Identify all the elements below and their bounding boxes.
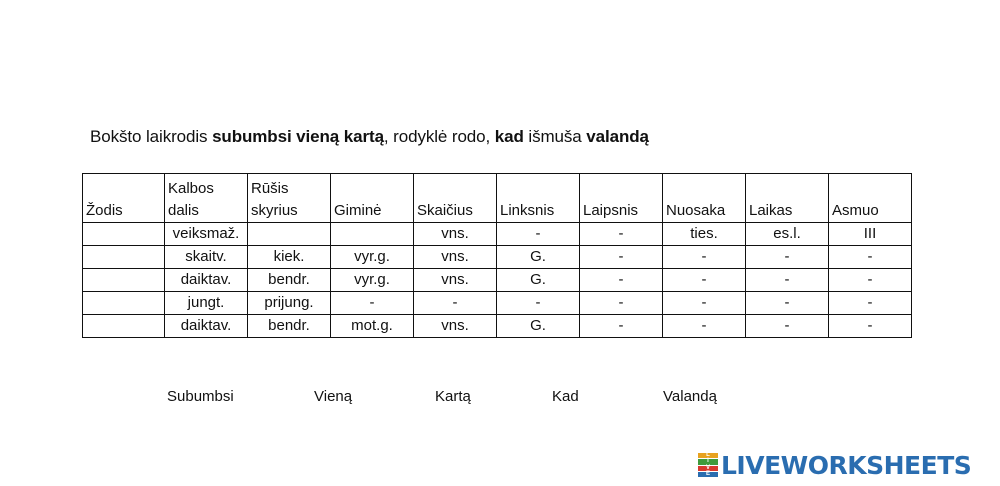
sentence-bold-2: kad xyxy=(494,127,524,146)
cell-zodis[interactable] xyxy=(83,223,165,246)
cell-gimine xyxy=(331,223,414,246)
cell-rusis-skyrius: prijung. xyxy=(248,292,331,315)
cell-laipsnis: - xyxy=(580,223,663,246)
cell-gimine: vyr.g. xyxy=(331,269,414,292)
cell-linksnis: G. xyxy=(497,246,580,269)
morphology-table xyxy=(82,173,912,338)
sentence-part-1: Bokšto laikrodis xyxy=(90,127,213,146)
liveworksheets-icon xyxy=(698,453,718,477)
cell-laikas: - xyxy=(746,315,829,338)
cell-kalbos-dalis: skaitv. xyxy=(165,246,248,269)
header-nuosaka: Nuosaka xyxy=(663,174,746,223)
cell-laikas: - xyxy=(746,246,829,269)
cell-nuosaka: - xyxy=(663,246,746,269)
cell-zodis[interactable] xyxy=(83,315,165,338)
cell-nuosaka: - xyxy=(663,292,746,315)
brand-icon-square: V xyxy=(698,466,718,471)
header-rusis-skyrius xyxy=(248,174,331,223)
word-bank-1[interactable]: Subumbsi xyxy=(167,388,234,405)
cell-laikas: - xyxy=(746,269,829,292)
cell-asmuo: - xyxy=(829,315,912,338)
table-row xyxy=(83,223,912,246)
liveworksheets-logo xyxy=(698,452,971,478)
table-row xyxy=(83,269,912,292)
header-linksnis: Linksnis xyxy=(497,174,580,223)
cell-rusis-skyrius: kiek. xyxy=(248,246,331,269)
cell-zodis[interactable] xyxy=(83,269,165,292)
cell-laikas: - xyxy=(746,292,829,315)
cell-kalbos-dalis: veiksmaž. xyxy=(165,223,248,246)
brand-icon-square: I xyxy=(698,459,718,464)
cell-skaicius: vns. xyxy=(414,246,497,269)
header-gimine: Giminė xyxy=(331,174,414,223)
cell-kalbos-dalis: daiktav. xyxy=(165,315,248,338)
cell-rusis-skyrius xyxy=(248,223,331,246)
cell-asmuo: - xyxy=(829,292,912,315)
exercise-sentence xyxy=(90,127,649,147)
cell-gimine: mot.g. xyxy=(331,315,414,338)
cell-gimine: vyr.g. xyxy=(331,246,414,269)
cell-linksnis: - xyxy=(497,292,580,315)
word-bank-5[interactable]: Valandą xyxy=(663,388,717,405)
cell-nuosaka: - xyxy=(663,269,746,292)
header-asmuo: Asmuo xyxy=(829,174,912,223)
cell-skaicius: vns. xyxy=(414,315,497,338)
sentence-bold-1: subumbsi vieną kartą xyxy=(212,127,384,146)
table-row xyxy=(83,246,912,269)
header-rusis-skyrius-text: Rūšis skyrius xyxy=(251,180,298,219)
cell-asmuo: - xyxy=(829,246,912,269)
cell-gimine: - xyxy=(331,292,414,315)
cell-zodis[interactable] xyxy=(83,246,165,269)
header-skaicius: Skaičius xyxy=(414,174,497,223)
cell-laipsnis: - xyxy=(580,269,663,292)
cell-laipsnis: - xyxy=(580,315,663,338)
header-kalbos-dalis xyxy=(165,174,248,223)
sentence-part-2: , rodyklė rodo, xyxy=(383,127,495,146)
cell-laipsnis: - xyxy=(580,246,663,269)
table-row xyxy=(83,315,912,338)
header-kalbos-dalis-text: Kalbos dalis xyxy=(168,180,214,219)
cell-laikas: es.l. xyxy=(746,223,829,246)
cell-kalbos-dalis: jungt. xyxy=(165,292,248,315)
header-laikas: Laikas xyxy=(746,174,829,223)
cell-kalbos-dalis: daiktav. xyxy=(165,269,248,292)
cell-rusis-skyrius: bendr. xyxy=(248,315,331,338)
cell-linksnis: G. xyxy=(497,315,580,338)
sentence-part-3: išmuša xyxy=(523,127,587,146)
word-bank-2[interactable]: Vieną xyxy=(314,388,353,405)
brand-icon-square: E xyxy=(698,472,718,477)
cell-asmuo: III xyxy=(829,223,912,246)
table-row xyxy=(83,292,912,315)
cell-rusis-skyrius: bendr. xyxy=(248,269,331,292)
table-body xyxy=(83,223,912,338)
cell-nuosaka: ties. xyxy=(663,223,746,246)
cell-skaicius: vns. xyxy=(414,223,497,246)
brand-icon-square: L xyxy=(698,453,718,458)
header-zodis: Žodis xyxy=(83,174,165,223)
word-bank-4[interactable]: Kad xyxy=(552,388,579,405)
cell-linksnis: - xyxy=(497,223,580,246)
cell-linksnis: G. xyxy=(497,269,580,292)
sentence-bold-3: valandą xyxy=(586,127,649,146)
table-header-row xyxy=(83,174,912,223)
cell-asmuo: - xyxy=(829,269,912,292)
cell-zodis[interactable] xyxy=(83,292,165,315)
word-bank-3[interactable]: Kartą xyxy=(435,388,471,405)
header-laipsnis: Laipsnis xyxy=(580,174,663,223)
cell-skaicius: vns. xyxy=(414,269,497,292)
cell-skaicius: - xyxy=(414,292,497,315)
cell-nuosaka: - xyxy=(663,315,746,338)
cell-laipsnis: - xyxy=(580,292,663,315)
brand-text: LIVEWORKSHEETS xyxy=(721,450,972,480)
